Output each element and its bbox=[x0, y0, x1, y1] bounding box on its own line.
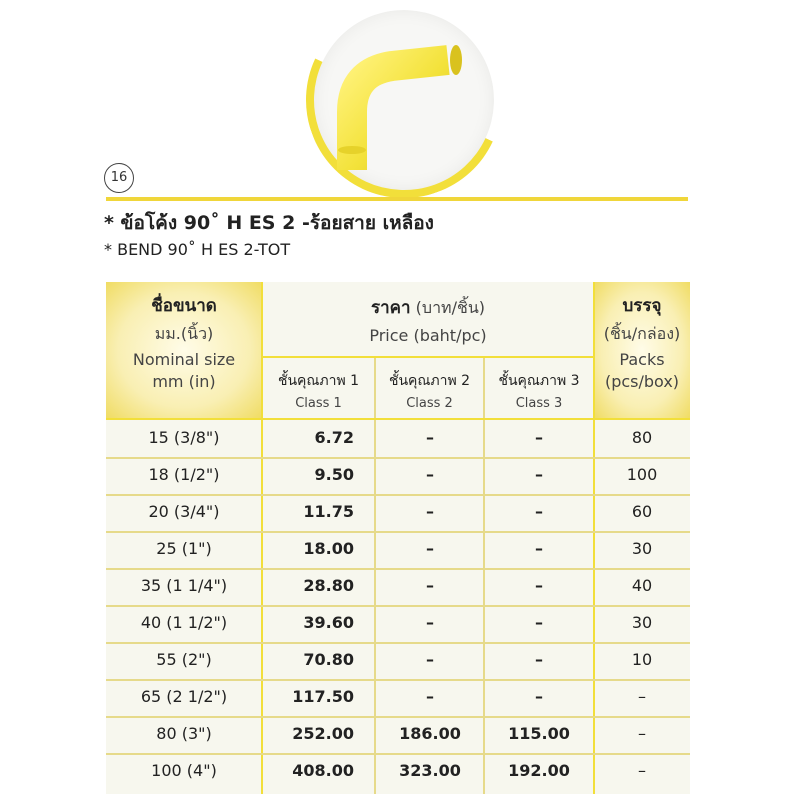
price-header bbox=[262, 294, 594, 345]
class-1-price-cell: 9.50 bbox=[314, 465, 354, 484]
class-2-header-thai: ชั้นคุณภาพ 2 bbox=[388, 373, 471, 389]
class-1-price-cell: 39.60 bbox=[303, 613, 354, 632]
size-cell: 55 (2") bbox=[156, 650, 212, 669]
bend-pipe-image bbox=[330, 20, 470, 170]
class-2-price-cell: – bbox=[426, 687, 434, 706]
pack-header-unit-thai: (ชิ้น/กล่อง) bbox=[603, 324, 681, 343]
size-cell: 15 (3/8") bbox=[148, 428, 220, 447]
class-2-price-cell: – bbox=[426, 465, 434, 484]
class-3-price-cell: – bbox=[535, 576, 543, 595]
size-cell: 25 (1") bbox=[156, 539, 212, 558]
class-3-header bbox=[484, 370, 594, 411]
table-row bbox=[106, 687, 690, 711]
table-row bbox=[106, 724, 690, 748]
class-3-price-cell: – bbox=[535, 502, 543, 521]
price-header-thai: ราคา bbox=[370, 298, 411, 318]
pack-cell: 80 bbox=[631, 428, 653, 447]
row-divider bbox=[106, 531, 690, 533]
table-row bbox=[106, 502, 690, 526]
class-3-header-thai: ชั้นคุณภาพ 3 bbox=[498, 373, 580, 389]
table-row bbox=[106, 576, 690, 600]
class-3-price-cell: 192.00 bbox=[508, 761, 570, 780]
row-divider bbox=[106, 494, 690, 496]
table-divider bbox=[262, 356, 594, 358]
row-divider bbox=[106, 753, 690, 755]
class-2-price-cell: 323.00 bbox=[399, 761, 461, 780]
pack-cell: – bbox=[638, 724, 646, 743]
table-row bbox=[106, 650, 690, 674]
class-1-header bbox=[262, 370, 375, 411]
class-1-price-cell: 252.00 bbox=[292, 724, 354, 743]
table-row bbox=[106, 428, 690, 452]
class-2-price-cell: – bbox=[426, 428, 434, 447]
class-3-price-cell: – bbox=[535, 687, 543, 706]
class-3-price-cell: – bbox=[535, 539, 543, 558]
class-3-price-cell: – bbox=[535, 613, 543, 632]
class-2-price-cell: – bbox=[426, 650, 434, 669]
class-1-price-cell: 6.72 bbox=[314, 428, 354, 447]
size-header bbox=[106, 292, 262, 391]
section-divider bbox=[106, 197, 688, 201]
pack-header-thai: บรรจุ bbox=[622, 296, 662, 316]
class-2-price-cell: – bbox=[426, 613, 434, 632]
size-cell: 65 (2 1/2") bbox=[140, 687, 228, 706]
table-row bbox=[106, 465, 690, 489]
class-1-price-cell: 408.00 bbox=[292, 761, 354, 780]
pack-header bbox=[594, 292, 690, 391]
class-1-price-cell: 28.80 bbox=[303, 576, 354, 595]
product-title-thai: * ข้อโค้ง 90˚ H ES 2 -ร้อยสาย เหลือง bbox=[104, 212, 434, 234]
class-2-price-cell: – bbox=[426, 502, 434, 521]
pack-cell: 30 bbox=[631, 613, 653, 632]
price-header-english: Price (baht/pc) bbox=[369, 326, 487, 345]
pack-header-unit-english: (pcs/box) bbox=[604, 372, 680, 391]
class-3-price-cell: – bbox=[535, 465, 543, 484]
size-header-english: Nominal size bbox=[132, 350, 236, 369]
class-2-header bbox=[375, 370, 484, 411]
size-cell: 80 (3") bbox=[156, 724, 212, 743]
class-3-price-cell: – bbox=[535, 428, 543, 447]
price-table bbox=[106, 282, 690, 794]
page-number: 16 bbox=[104, 163, 134, 193]
class-3-header-english: Class 3 bbox=[515, 396, 563, 411]
price-header-unit-thai: (บาท/ชิ้น) bbox=[415, 298, 486, 317]
pack-cell: 100 bbox=[626, 465, 658, 484]
size-cell: 20 (3/4") bbox=[148, 502, 220, 521]
class-2-price-cell: – bbox=[426, 539, 434, 558]
class-1-price-cell: 70.80 bbox=[303, 650, 354, 669]
table-row bbox=[106, 539, 690, 563]
size-header-thai: ชื่อขนาด bbox=[151, 296, 217, 316]
product-title-english: * BEND 90˚ H ES 2-TOT bbox=[104, 240, 291, 259]
table-divider bbox=[106, 418, 690, 420]
row-divider bbox=[106, 605, 690, 607]
pack-cell: – bbox=[638, 761, 646, 780]
pack-header-english: Packs bbox=[619, 350, 665, 369]
class-2-price-cell: 186.00 bbox=[399, 724, 461, 743]
pack-cell: 10 bbox=[631, 650, 653, 669]
class-2-price-cell: – bbox=[426, 576, 434, 595]
class-1-price-cell: 18.00 bbox=[303, 539, 354, 558]
class-1-header-thai: ชั้นคุณภาพ 1 bbox=[277, 373, 360, 389]
table-row bbox=[106, 613, 690, 637]
size-cell: 40 (1 1/2") bbox=[140, 613, 228, 632]
row-divider bbox=[106, 716, 690, 718]
row-divider bbox=[106, 642, 690, 644]
row-divider bbox=[106, 457, 690, 459]
table-row bbox=[106, 761, 690, 785]
class-1-price-cell: 11.75 bbox=[303, 502, 354, 521]
class-1-header-english: Class 1 bbox=[295, 396, 342, 411]
pack-cell: 30 bbox=[631, 539, 653, 558]
pack-cell: 40 bbox=[631, 576, 653, 595]
row-divider bbox=[106, 568, 690, 570]
size-cell: 35 (1 1/4") bbox=[140, 576, 228, 595]
pack-cell: 60 bbox=[631, 502, 653, 521]
pack-cell: – bbox=[638, 687, 646, 706]
class-2-header-english: Class 2 bbox=[406, 396, 453, 411]
class-1-price-cell: 117.50 bbox=[292, 687, 354, 706]
row-divider bbox=[106, 679, 690, 681]
class-3-price-cell: 115.00 bbox=[508, 724, 570, 743]
size-header-unit-english: mm (in) bbox=[152, 372, 216, 391]
size-header-unit-thai: มม.(นิ้ว) bbox=[154, 324, 214, 343]
size-cell: 18 (1/2") bbox=[148, 465, 220, 484]
size-cell: 100 (4") bbox=[151, 761, 217, 780]
class-3-price-cell: – bbox=[535, 650, 543, 669]
